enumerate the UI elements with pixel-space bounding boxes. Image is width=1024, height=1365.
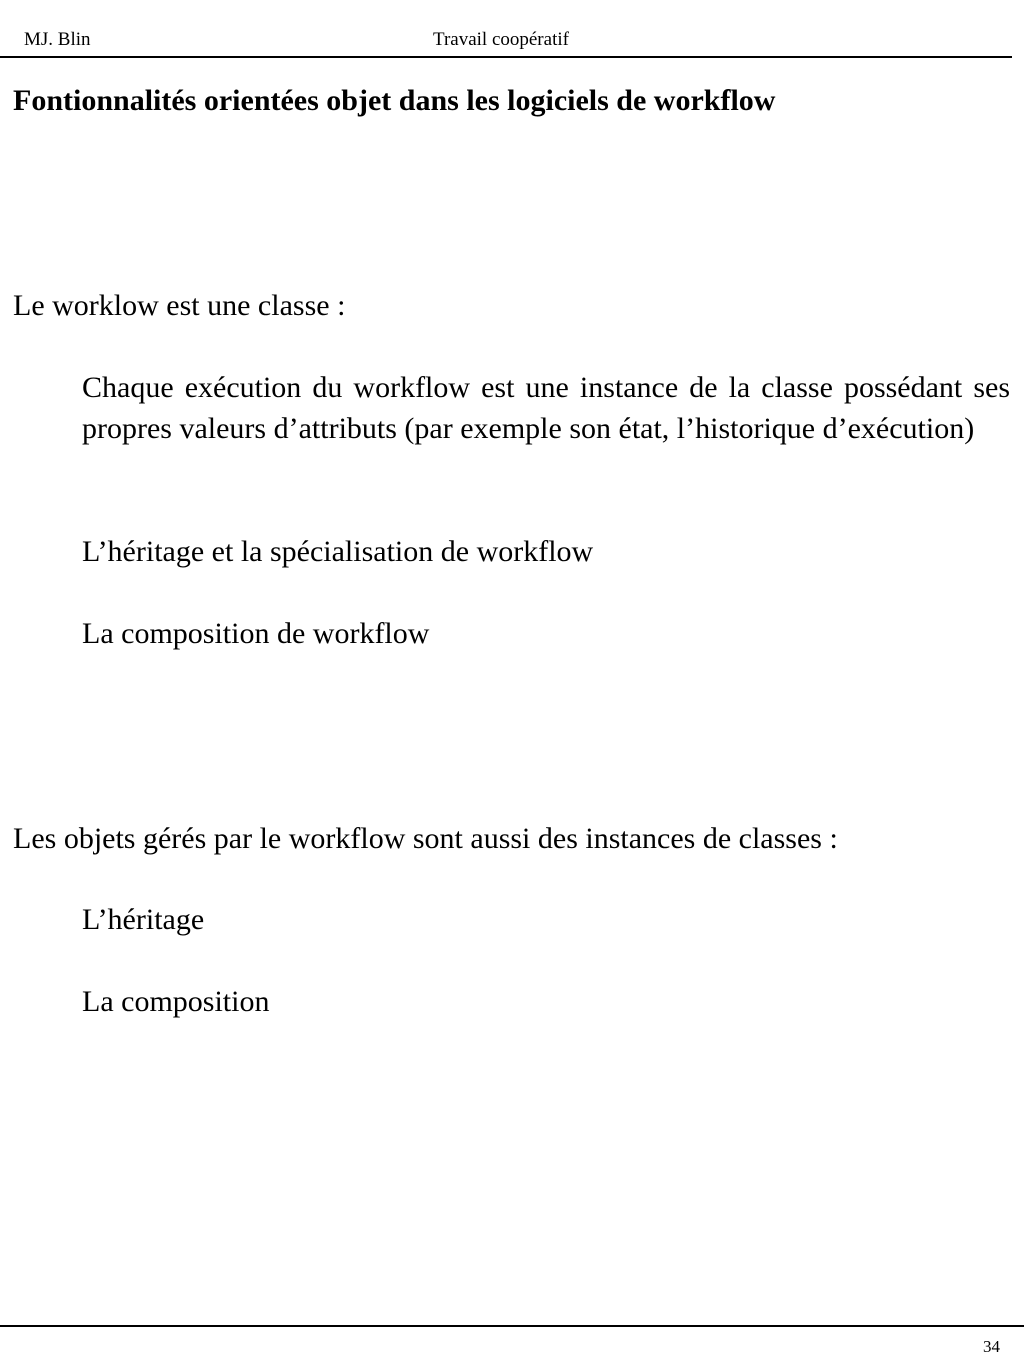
page-number: 34	[983, 1337, 1000, 1356]
header-author: MJ. Blin	[24, 29, 91, 50]
section-1-item-2: L’héritage et la spécialisation de workflow	[82, 535, 594, 568]
section-1-item-1: Chaque exécution du workflow est une instance de la classe possédant ses propres valeurs d’attributs (par exemple son état, l’historique d’exécution)	[82, 371, 1010, 445]
footer-divider	[0, 1325, 1024, 1327]
section-1-heading: Le worklow est une classe :	[13, 289, 346, 322]
section-2-heading: Les objets gérés par le workflow sont aussi des instances de classes :	[13, 822, 838, 855]
header-divider	[0, 56, 1012, 58]
section-2-item-1: L’héritage	[82, 903, 205, 936]
section-1-item-3: La composition de workflow	[82, 617, 430, 650]
page-title: Fontionnalités orientées objet dans les logiciels de workflow	[13, 84, 776, 117]
section-2-item-2: La composition	[82, 985, 270, 1018]
header-course-title: Travail coopératif	[433, 29, 569, 50]
